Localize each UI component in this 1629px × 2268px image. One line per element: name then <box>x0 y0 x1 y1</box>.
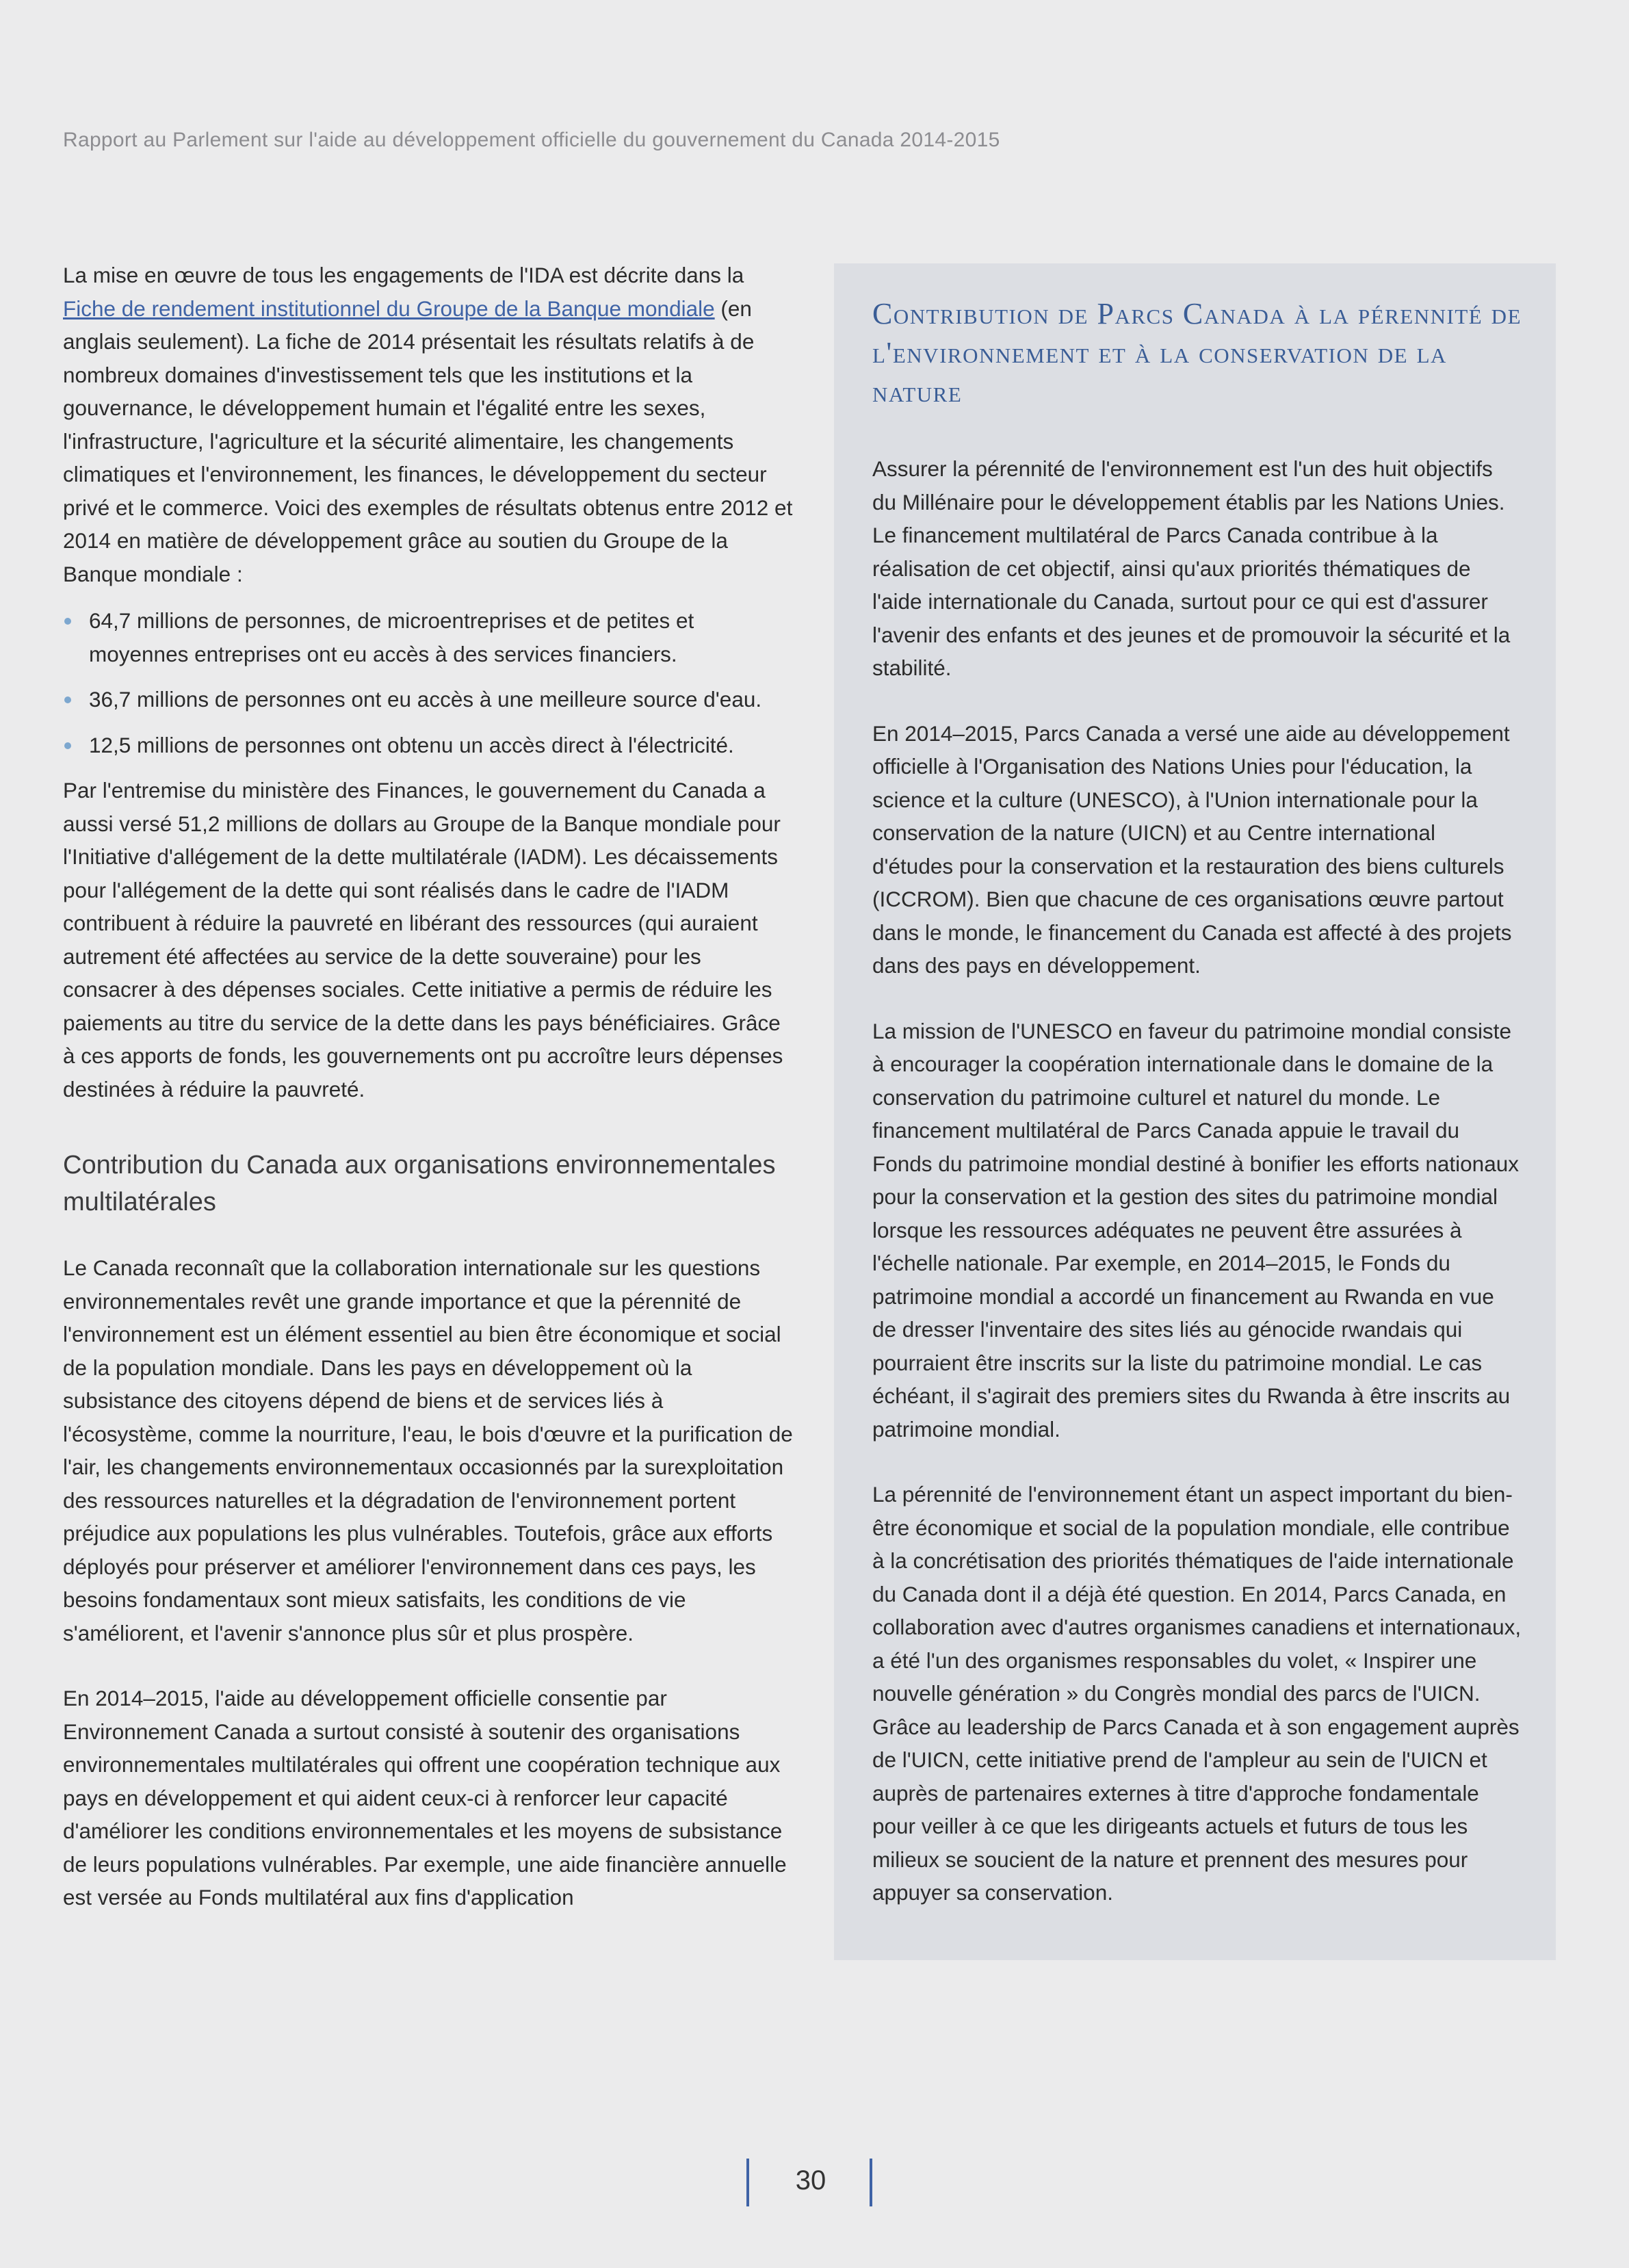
sidebar-paragraph: Assurer la pérennité de l'environnement est l'un des huit objectifs du Millénaire pour le développement établis par les Nations Unies. Le financement multilatéral de Parcs Canada contribue à la réalisation de cet objectif, ainsi qu'aux priorités thématiques de l'aide internationale du Canada, surtout pour ce qui est d'assurer l'avenir des enfants et des jeunes et de promouvoir la sécurité et la stabilité. <box>872 456 1511 680</box>
page-number: 30 <box>795 2165 826 2195</box>
list-item <box>63 683 795 716</box>
sidebar-title: Contribution de Parcs Canada à la pérennité de l'environnement et à la conservation de la nature <box>872 297 1522 408</box>
list-item <box>63 604 795 670</box>
environment-canada-paragraph: En 2014–2015, l'aide au développement officielle consentie par Environnement Canada a surtout consisté à soutenir des organisations environnementales multilatérales qui offrent une coopération technique aux pays en développement et qui aident ceux-ci à renforcer leur capacité d'améliorer les conditions environnementales et les moyens de subsistance de leurs populations vulnérables. Par exemple, une aide financière annuelle est versée au Fonds multilatéral aux fins d'application <box>63 1686 787 1909</box>
page-footer <box>742 2159 879 2208</box>
bullet-icon <box>64 618 71 625</box>
sidebar-paragraph: La mission de l'UNESCO en faveur du patrimoine mondial consiste à encourager la coopération internationale dans le domaine de la conservation du patrimoine culturel et naturel du monde. Le financement multilatéral de Parcs Canada appuie le travail du Fonds du patrimoine mondial destiné à bonifier les efforts nationaux pour la conservation et la gestion des sites du patrimoine mondial lorsque les ressources adéquates ne peuvent être assurées à l'échelle nationale. Par exemple, en 2014–2015, le Fonds du patrimoine mondial a accordé un financement au Rwanda en vue de dresser l'inventaire des sites liés au génocide rwandais qui pourraient être inscrits sur la liste du patrimoine mondial. Le cas échéant, il s'agirait des premiers sites du Rwanda à être inscrits au patrimoine mondial. <box>872 1018 1519 1442</box>
bullet-icon <box>64 696 71 703</box>
sidebar-paragraph: En 2014–2015, Parcs Canada a versé une aide au développement officielle à l'Organisation des Nations Unies pour l'éducation, la science et la culture (UNESCO), à l'Union internationale pour la conservation de la nature (UICN) et au Centre international d'études pour la conservation et la restauration des biens culturels (ICCROM). Bien que chacune de ces organisations œuvre partout dans le monde, le financement du Canada est affecté à des projets dans des pays en développement. <box>872 720 1512 978</box>
intro-text-continued: (en anglais seulement). La fiche de 2014 présentait les résultats relatifs à de nombreux domaines d'investissement tels que les institutions et la gouvernance, le développement humain et l'égalité entre les sexes, l'infrastructure, l'agriculture et la sécurité alimentaire, les changements climatiques et l'environnement, les finances, le développement du secteur privé et le commerce. Voici des exemples de résultats obtenus entre 2012 et 2014 en matière de développement grâce au soutien du Groupe de la Banque mondiale : <box>63 296 793 586</box>
running-header: Rapport au Parlement sur l'aide au développement officielle du gouvernement du Canada 2014-2015 <box>63 129 1000 151</box>
list-item-text: 12,5 millions de personnes ont obtenu un accès direct à l'électricité. <box>89 732 734 757</box>
intro-paragraph <box>63 259 795 590</box>
section-heading: Contribution du Canada aux organisations environnementales multilatérales <box>63 1151 776 1216</box>
list-item-text: 36,7 millions de personnes ont eu accès à une meilleure source d'eau. <box>89 687 762 712</box>
bullet-icon <box>64 742 71 749</box>
sidebar-paragraph: La pérennité de l'environnement étant un aspect important du bien-être économique et social de la population mondiale, elle contribue à la concrétisation des priorités thématiques de l'aide internationale du Canada dont il a déjà été question. En 2014, Parcs Canada, en collaboration avec d'autres organismes canadiens et internationaux, a été l'un des organismes responsables du volet, « Inspirer une nouvelle génération » du Congrès mondial des parcs de l'UICN. Grâce au leadership de Parcs Canada et à son engagement auprès de l'UICN, cette initiative prend de l'ampleur au sein de l'UICN et auprès de partenaires externes à titre d'approche fondamentale pour veiller à ce que les dirigeants actuels et futurs de tous les milieux se soucient de la nature et prennent des mesures pour appuyer sa conservation. <box>872 1482 1522 1905</box>
world-bank-scorecard-link[interactable]: Fiche de rendement institutionnel du Groupe de la Banque mondiale <box>63 296 715 321</box>
results-list <box>63 604 795 761</box>
list-item-text: 64,7 millions de personnes, de microentreprises et de petites et moyennes entreprises ont eu accès à des services financiers. <box>89 608 694 666</box>
intro-text: La mise en œuvre de tous les engagements de l'IDA est décrite dans la <box>63 263 744 287</box>
list-item <box>63 729 795 762</box>
parks-canada-sidebar <box>834 263 1556 1960</box>
footer-divider <box>870 2159 872 2206</box>
environment-paragraph: Le Canada reconnaît que la collaboration internationale sur les questions environnementales revêt une grande importance et que la pérennité de l'environnement est un élément essentiel au bien être économique et social de la population mondiale. Dans les pays en développement où la subsistance des citoyens dépend de biens et de services liés à l'écosystème, comme la nourriture, l'eau, le bois d'œuvre et la purification de l'air, les changements environnementaux occasionnés par la surexploitation des ressources naturelles et la dégradation de l'environnement portent préjudice aux populations les plus vulnérables. Toutefois, grâce aux efforts déployés pour préserver et améliorer l'environnement dans ces pays, les besoins fondamentaux sont mieux satisfaits, les conditions de vie s'améliorent, et l'avenir s'annonce plus sûr et plus prospère. <box>63 1255 793 1645</box>
main-column <box>63 259 795 1914</box>
iadm-paragraph: Par l'entremise du ministère des Finances, le gouvernement du Canada a aussi versé 51,2 millions de dollars au Groupe de la Banque mondiale pour l'Initiative d'allégement de la dette multilatérale (IADM). Les décaissements pour l'allégement de la dette qui sont réalisés dans le cadre de l'IADM contribuent à réduire la pauvreté en libérant des ressources (qui auraient autrement été affectées au service de la dette souveraine) pour les consacrer à des dépenses sociales. Cette initiative a permis de réduire les paiements au titre du service de la dette dans les pays bénéficiaires. Grâce à ces apports de fonds, les gouvernements ont pu accroître leurs dépenses destinées à réduire la pauvreté. <box>63 778 783 1102</box>
